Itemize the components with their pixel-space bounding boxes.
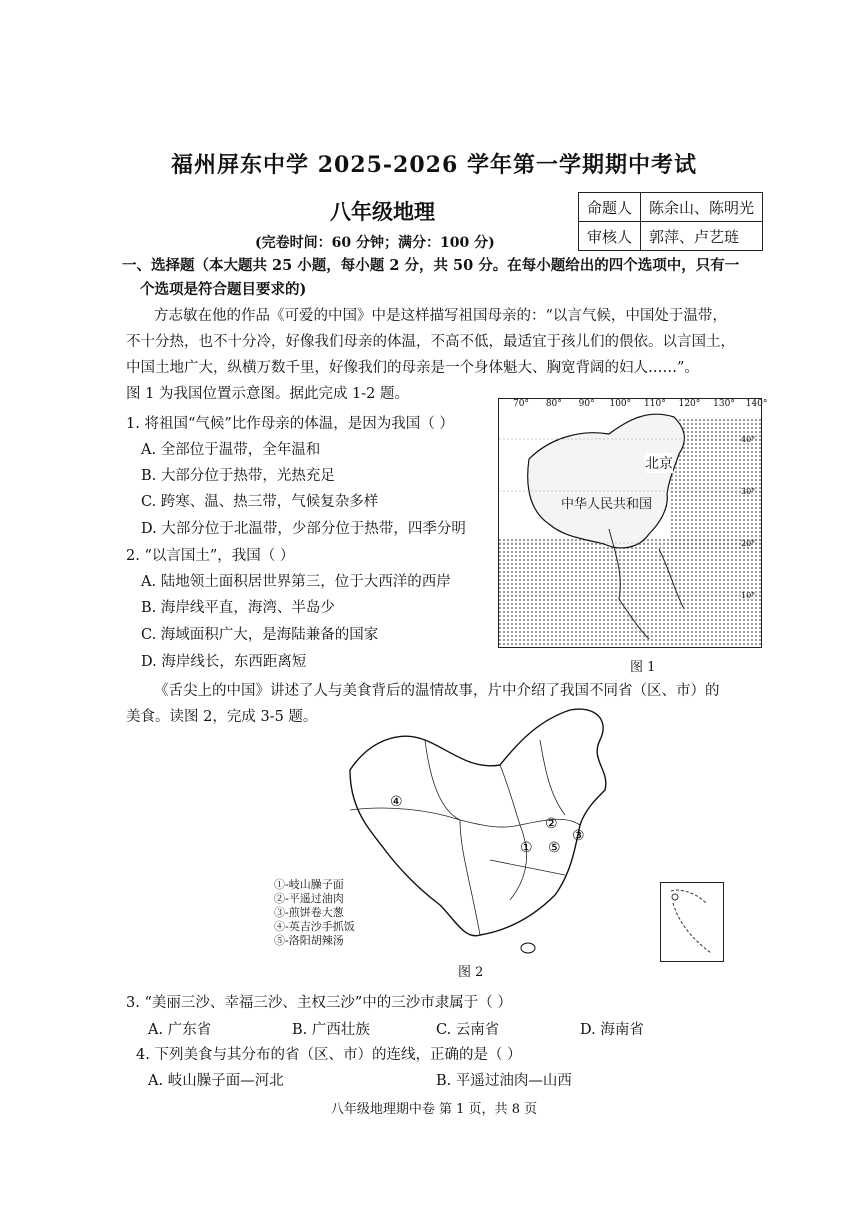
- exam-duration: (完卷时间：60 分钟；满分：100 分): [255, 235, 495, 251]
- staff-names: 陈余山、陈明光: [641, 193, 763, 222]
- q2-option-a[interactable]: A. 陆地领土面积居世界第三，位于大西洋的西岸: [141, 574, 451, 590]
- q1-option-b[interactable]: B. 大部分位于热带，光热充足: [141, 468, 335, 484]
- beijing-label: 北京: [645, 453, 673, 473]
- staff-role: 审核人: [579, 222, 641, 251]
- lon-label: 80°: [545, 399, 562, 409]
- lon-label: 130°: [713, 399, 735, 409]
- exam-subtitle: 八年级地理: [330, 199, 435, 224]
- legend-item: ③-煎饼卷大葱: [274, 906, 344, 919]
- legend-item: ②-平遥过油肉: [274, 892, 344, 905]
- lat-label: 40°: [741, 435, 756, 444]
- ocean-area: [499, 539, 761, 647]
- q2-option-b[interactable]: B. 海岸线平直，海湾、半岛少: [141, 600, 335, 616]
- staff-table: [578, 192, 763, 251]
- passage1-instruction: 图 1 为我国位置示意图。据此完成 1-2 题。: [126, 386, 410, 402]
- lat-label: 30°: [741, 487, 756, 496]
- figure1-map-graphic: [499, 399, 761, 647]
- staff-row: [579, 193, 763, 222]
- staff-row: [579, 222, 763, 251]
- legend-item: ④-英吉沙手抓饭: [274, 920, 355, 933]
- q4-option-b[interactable]: B. 平遥过油肉—山西: [436, 1073, 572, 1089]
- lon-label: 120°: [678, 399, 701, 409]
- figure2-legend: [274, 878, 355, 948]
- page-footer: 八年级地理期中卷 第 1 页，共 8 页: [330, 1102, 538, 1117]
- section-heading-line1: 一、选择题（本大题共 25 小题，每小题 2 分，共 50 分。在每小题给出的四个选项中，只有一: [122, 257, 740, 274]
- q1-stem: 1. 将祖国“气候”比作母亲的体温，是因为我国（ ）: [126, 416, 454, 432]
- q4-stem: 4. 下列美食与其分布的省（区、市）的连线，正确的是（ ）: [136, 1047, 522, 1063]
- q1-option-a[interactable]: A. 全部位于温带，全年温和: [141, 442, 321, 458]
- passage1-line: 中国土地广大，纵横万数千里，好像我们的母亲是一个身体魁大、胸宽背阔的妇人……”。: [126, 360, 699, 376]
- south-china-sea-inset: [660, 882, 724, 962]
- hainan-island: [521, 943, 535, 953]
- legend-item: ①-岐山臊子面: [274, 878, 344, 891]
- figure2-map: [330, 700, 660, 960]
- q3-stem: 3. “美丽三沙、幸福三沙、主权三沙”中的三沙市隶属于（ ）: [126, 995, 512, 1011]
- lon-label: 140°: [745, 399, 768, 409]
- figure1-map: [498, 398, 768, 648]
- passage2-line1: 《舌尖上的中国》讲述了人与美食背后的温情故事，片中介绍了我国不同省（区、市）的: [154, 683, 720, 699]
- figure1-caption: 图 1: [630, 660, 656, 675]
- lon-label: 110°: [644, 399, 666, 409]
- lat-label: 10°: [741, 591, 756, 600]
- q1-option-d[interactable]: D. 大部分位于北温带，少部分位于热带，四季分明: [141, 521, 466, 537]
- q3-option-a[interactable]: A. 广东省: [148, 1022, 212, 1038]
- lon-label: 90°: [578, 399, 595, 409]
- lon-label: 70°: [513, 399, 529, 409]
- marker-2: ②: [545, 816, 558, 832]
- q2-option-c[interactable]: C. 海域面积广大，是海陆兼备的国家: [141, 627, 379, 643]
- marker-3: ③: [572, 828, 585, 844]
- exam-title: 福州屏东中学 2025-2026 学年第一学期期中考试: [171, 152, 697, 178]
- q3-option-c[interactable]: C. 云南省: [436, 1022, 500, 1038]
- lon-label: 100°: [609, 399, 632, 409]
- marker-5: ⑤: [548, 840, 561, 856]
- figure2-caption: 图 2: [458, 965, 484, 980]
- china-outline: [528, 414, 685, 548]
- staff-names: 郭萍、卢艺琏: [641, 222, 763, 251]
- staff-role: 命题人: [579, 193, 641, 222]
- q1-option-c[interactable]: C. 跨寒、温、热三带，气候复杂多样: [141, 494, 379, 510]
- marker-1: ①: [520, 840, 533, 856]
- q2-option-d[interactable]: D. 海岸线长，东西距离短: [141, 654, 307, 670]
- q3-option-d[interactable]: D. 海南省: [580, 1022, 644, 1038]
- china-outline: [350, 709, 606, 936]
- q2-stem: 2. “以言国土”，我国（ ）: [126, 548, 295, 564]
- section-heading-line2: 个选项是符合题目要求的): [140, 281, 307, 298]
- passage1-line: 不十分热，也不十分冷，好像我们母亲的体温，不高不低，最适宜于孩儿们的偎依。以言国土，: [126, 334, 735, 350]
- inset-graphic: [661, 883, 723, 961]
- q3-option-b[interactable]: B. 广西壮族: [292, 1022, 370, 1038]
- passage1-line: 方志敏在他的作品《可爱的中国》中是这样描写祖国母亲的：“以言气候，中国处于温带，: [154, 308, 727, 324]
- country-label: 中华人民共和国: [561, 497, 653, 512]
- figure1-lon-labels: [507, 399, 768, 409]
- marker-4: ④: [390, 794, 403, 810]
- legend-item: ⑤-洛阳胡辣汤: [274, 934, 344, 947]
- lat-label: 20°: [741, 539, 756, 548]
- passage2-line2: 美食。读图 2，完成 3-5 题。: [126, 709, 318, 725]
- q4-option-a[interactable]: A. 岐山臊子面—河北: [148, 1073, 284, 1089]
